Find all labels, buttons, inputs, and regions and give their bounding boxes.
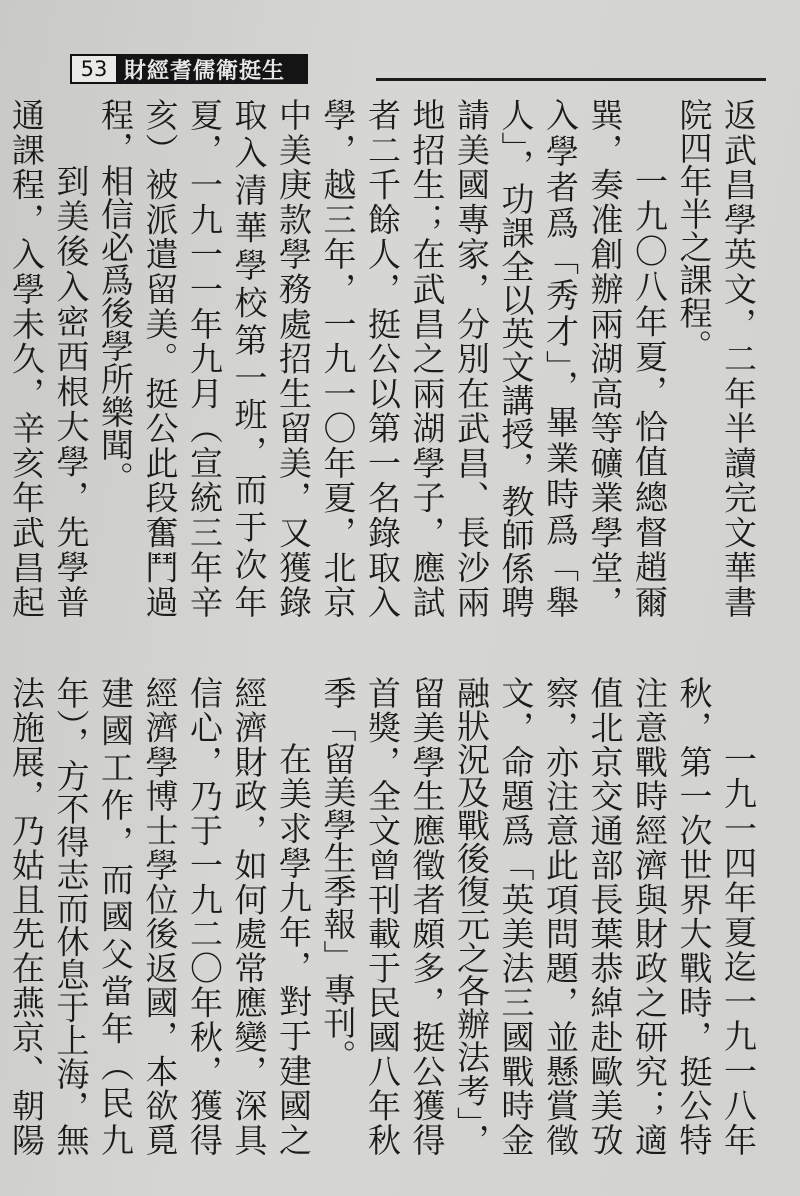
top-text-block	[7, 98, 760, 618]
section-title: 財經耆儒衛挺生	[118, 54, 308, 84]
bottom-text-block	[7, 676, 760, 1156]
paragraph: 到美後入密西根大學，先學普通課程，入學未久，辛亥年武昌起	[7, 98, 91, 618]
paragraph: 返武昌學英文，二年半讀完文華書院四年半之課程。	[674, 98, 758, 618]
paragraph: 一九〇八年夏，恰值總督趙爾巽，奏准創辦兩湖高等礦業學堂，入學者爲「秀才」，畢業時爲「舉人」，功課全以英文講授，教師係聘請美國專家，分別在武昌、長沙兩地招生；在武昌之兩湖學子，應試者二千餘人，挺公以第一名錄取入學，越三年，一九一〇年夏，北京中美庚款學務處招生留美，又獲錄取入清華學校第一班，而于次年夏，一九一一年九月（宣統三年辛亥）被派遣留美。挺公此段奮鬥過程，相信必爲後學所樂聞。	[96, 98, 669, 618]
page-header	[70, 52, 308, 86]
paragraph: 在美求學九年，對于建國之經濟財政，如何處常應變，深具信心，乃于一九二〇年秋，獲得經濟學博士學位後返國，本欲覓建國工作，而國父當年（民九年），方不得志而休息于上海，無法施展，乃姑且先在燕京、朝陽	[7, 676, 313, 1156]
header-rule	[376, 78, 766, 81]
paragraph: 一九一四年夏迄一九一八年秋，第一次世界大戰時，挺公特注意戰時經濟與財政之研究；適值北京交通部長葉恭綽赴歐美攷察，亦注意此項問題，並懸賞徵文，命題爲「英美法三國戰時金融狀況及戰後復元之各辦法考」，留美學生應徵者頗多，挺公獲得首獎，全文曾刊載于民國八年秋季「留美學生季報」專刊。	[318, 676, 758, 1156]
page-number: 53	[70, 54, 118, 84]
